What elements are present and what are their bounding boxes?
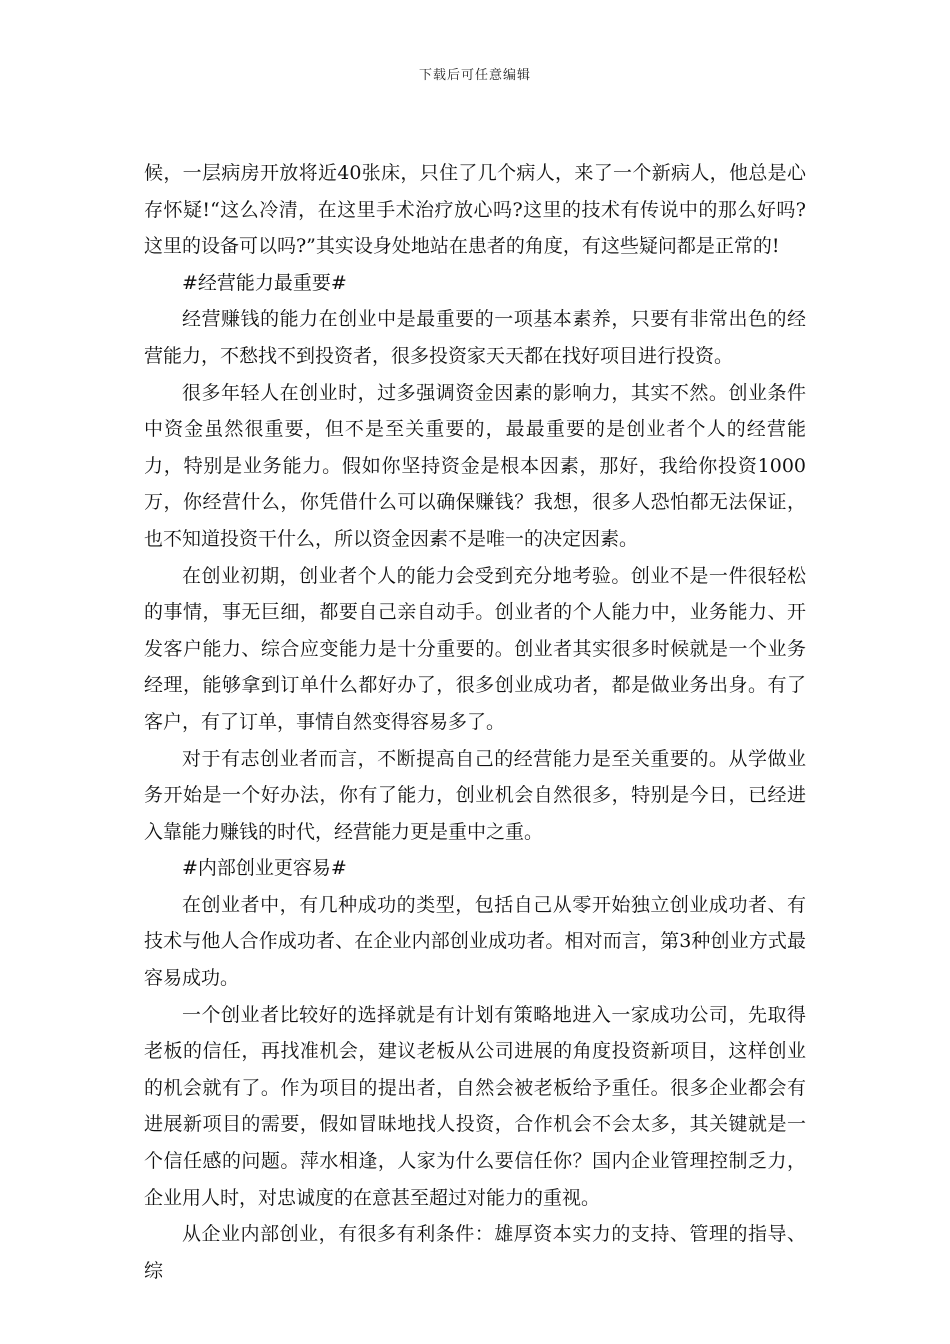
document-body (144, 155, 806, 1289)
page-header: 下载后可任意编辑 (418, 68, 531, 83)
paragraph: 从企业内部创业，有很多有利条件：雄厚资本实力的支持、管理的指导、综 (144, 1223, 806, 1282)
section-heading: #内部创业更容易# (182, 857, 347, 880)
paragraph: 很多年轻人在创业时，过多强调资金因素的影响力，其实不然。创业条件中资金虽然很重要，但不是至关重要的，最最重要的是创业者个人的经营能力，特别是业务能力。假如你坚持资金是根本因素，那好，我给你投资1000万，你经营什么，你凭借什么可以确保赚钱？我想，很多人恐怕都无法保证，也不知道投资干什么，所以资金因素不是唯一的决定因素。 (144, 381, 806, 550)
paragraph: 候，一层病房开放将近40张床，只住了几个病人，来了一个新病人，他总是心存怀疑!“这么冷清，在这里手术治疗放心吗?这里的技术有传说中的那么好吗?这里的设备可以吗?”其实设身处地站在患者的角度，有这些疑问都是正常的! (144, 162, 806, 258)
section-heading: #经营能力最重要# (182, 271, 347, 294)
paragraph: 一个创业者比较好的选择就是有计划有策略地进入一家成功公司，先取得老板的信任，再找准机会，建议老板从公司进展的角度投资新项目，这样创业的机会就有了。作为项目的提出者，自然会被老板给予重任。很多企业都会有进展新项目的需要，假如冒昧地找人投资，合作机会不会太多，其关键就是一个信任感的问题。萍水相逢，人家为什么要信任你？国内企业管理控制乏力，企业用人时，对忠诚度的在意甚至超过对能力的重视。 (144, 1003, 806, 1209)
paragraph: 经营赚钱的能力在创业中是最重要的一项基本素养，只要有非常出色的经营能力，不愁找不到投资者，很多投资家天天都在找好项目进行投资。 (144, 308, 806, 367)
paragraph: 对于有志创业者而言，不断提高自己的经营能力是至关重要的。从学做业务开始是一个好办法，你有了能力，创业机会自然很多，特别是今日，已经进入靠能力赚钱的时代，经营能力更是重中之重。 (144, 747, 806, 843)
paragraph: 在创业者中，有几种成功的类型，包括自己从零开始独立创业成功者、有技术与他人合作成功者、在企业内部创业成功者。相对而言，第3种创业方式最容易成功。 (144, 893, 806, 990)
paragraph: 在创业初期，创业者个人的能力会受到充分地考验。创业不是一件很轻松的事情，事无巨细，都要自己亲自动手。创业者的个人能力中，业务能力、开发客户能力、综合应变能力是十分重要的。创业者其实很多时候就是一个业务经理，能够拿到订单什么都好办了，很多创业成功者，都是做业务出身。有了客户，有了订单，事情自然变得容易多了。 (144, 564, 806, 733)
